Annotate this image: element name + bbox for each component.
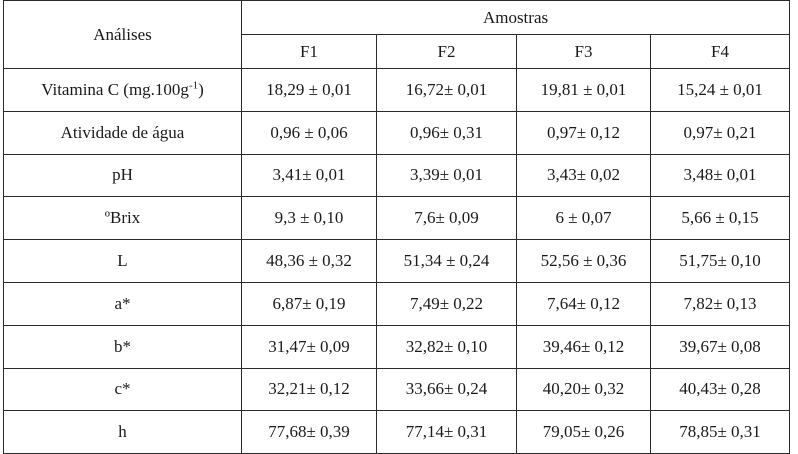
cell-b-star-f1: 31,47± 0,09 (242, 325, 377, 368)
cell-h-f2: 77,14± 0,31 (377, 411, 517, 454)
column-header-f4: F4 (651, 35, 790, 69)
cell-b-star-f3: 39,46± 0,12 (517, 325, 651, 368)
table-row-b-star (4, 325, 790, 368)
table-row-ph (4, 154, 790, 197)
cell-atividade-agua-f4: 0,97± 0,21 (651, 111, 790, 154)
cell-vitamina-c-f3: 19,81 ± 0,01 (517, 69, 651, 112)
cell-h-f3: 79,05± 0,26 (517, 411, 651, 454)
table-row-vitamina-c (4, 69, 790, 112)
table-row-a-star (4, 282, 790, 325)
table-row-l (4, 240, 790, 283)
unit-superscript: -1 (188, 79, 199, 92)
table-row-c-star (4, 368, 790, 411)
row-label-b-star: b* (4, 325, 242, 368)
column-header-f1: F1 (242, 35, 377, 69)
cell-l-f1: 48,36 ± 0,32 (242, 240, 377, 283)
row-label-vitamina-c (4, 69, 242, 112)
cell-brix-f2: 7,6± 0,09 (377, 197, 517, 240)
cell-atividade-agua-f2: 0,96± 0,31 (377, 111, 517, 154)
row-label-ph: pH (4, 154, 242, 197)
row-label-text: Vitamina C (mg.100g (41, 79, 189, 99)
cell-b-star-f2: 32,82± 0,10 (377, 325, 517, 368)
cell-c-star-f3: 40,20± 0,32 (517, 368, 651, 411)
cell-ph-f4: 3,48± 0,01 (651, 154, 790, 197)
cell-l-f3: 52,56 ± 0,36 (517, 240, 651, 283)
cell-brix-f4: 5,66 ± 0,15 (651, 197, 790, 240)
cell-ph-f2: 3,39± 0,01 (377, 154, 517, 197)
row-label-atividade-agua: Atividade de água (4, 111, 242, 154)
cell-ph-f3: 3,43± 0,02 (517, 154, 651, 197)
cell-c-star-f4: 40,43± 0,28 (651, 368, 790, 411)
row-label-c-star: c* (4, 368, 242, 411)
cell-a-star-f2: 7,49± 0,22 (377, 282, 517, 325)
cell-h-f1: 77,68± 0,39 (242, 411, 377, 454)
table-row-brix (4, 197, 790, 240)
cell-atividade-agua-f3: 0,97± 0,12 (517, 111, 651, 154)
cell-vitamina-c-f2: 16,72± 0,01 (377, 69, 517, 112)
cell-vitamina-c-f1: 18,29 ± 0,01 (242, 69, 377, 112)
row-label-a-star: a* (4, 282, 242, 325)
column-header-f3: F3 (517, 35, 651, 69)
column-header-f2: F2 (377, 35, 517, 69)
table-row-atividade-agua (4, 111, 790, 154)
cell-c-star-f2: 33,66± 0,24 (377, 368, 517, 411)
analyses-header: Análises (4, 1, 242, 69)
row-label-brix: ºBrix (4, 197, 242, 240)
results-table (3, 0, 790, 454)
header-row-top (4, 1, 790, 35)
samples-header: Amostras (242, 1, 790, 35)
cell-b-star-f4: 39,67± 0,08 (651, 325, 790, 368)
cell-ph-f1: 3,41± 0,01 (242, 154, 377, 197)
row-label-h: h (4, 411, 242, 454)
cell-brix-f1: 9,3 ± 0,10 (242, 197, 377, 240)
cell-a-star-f3: 7,64± 0,12 (517, 282, 651, 325)
cell-atividade-agua-f1: 0,96 ± 0,06 (242, 111, 377, 154)
cell-c-star-f1: 32,21± 0,12 (242, 368, 377, 411)
cell-vitamina-c-f4: 15,24 ± 0,01 (651, 69, 790, 112)
table-row-h (4, 411, 790, 454)
row-label-l: L (4, 240, 242, 283)
cell-h-f4: 78,85± 0,31 (651, 411, 790, 454)
cell-a-star-f1: 6,87± 0,19 (242, 282, 377, 325)
row-label-suffix: ) (198, 79, 204, 99)
cell-l-f2: 51,34 ± 0,24 (377, 240, 517, 283)
cell-a-star-f4: 7,82± 0,13 (651, 282, 790, 325)
cell-brix-f3: 6 ± 0,07 (517, 197, 651, 240)
cell-l-f4: 51,75± 0,10 (651, 240, 790, 283)
